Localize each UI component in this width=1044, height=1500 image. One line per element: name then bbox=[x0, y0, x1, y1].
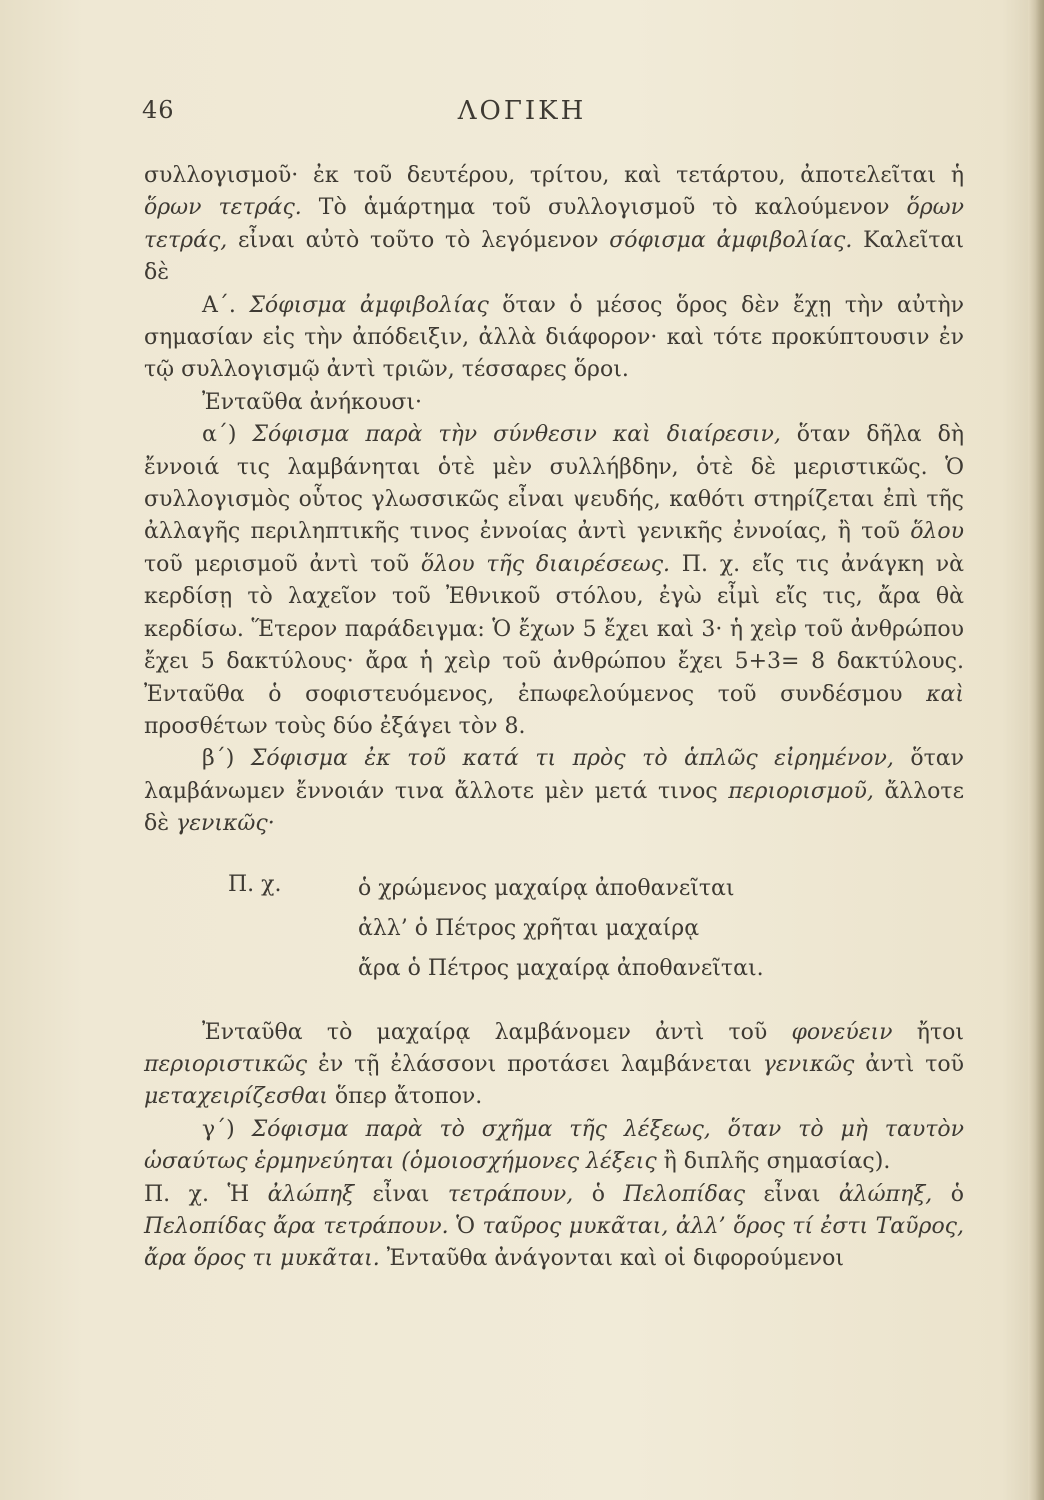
italic-phrase: ὅρων τετράς, bbox=[144, 195, 964, 253]
running-head bbox=[0, 96, 1044, 136]
italic-phrase: ὅρος τί ἐστι Ταῦρος, ἄρα ὅρος τι μυκᾶται. bbox=[144, 1213, 964, 1272]
italic-phrase: Πελοπίδας ἄρα τετράπουν. bbox=[144, 1213, 449, 1239]
body-paragraph-1: συλλογισμοῦ· ἐκ τοῦ δευτέρου, τρίτου, καὶ τετάρτου, ἀποτελεῖται ἡ ὅρων τετράς. Τὸ ἁμάρτημα τοῦ συλλογισμοῦ τὸ καλούμενον ὅρων τετράς, εἶναι αὐτὸ τοῦτο τὸ λεγόμενον σόφισμα ἀμφιβολίας. Καλεῖται δὲ bbox=[144, 163, 964, 286]
italic-phrase: Σόφισμα ἐκ τοῦ κατά τι πρὸς τὸ ἁπλῶς εἰρημένον, bbox=[250, 746, 894, 772]
italic-phrase: ὅλου bbox=[910, 519, 964, 545]
italic-phrase: περιοριστικῶς bbox=[144, 1051, 308, 1077]
example-label: Π. χ. bbox=[228, 871, 282, 897]
paragraphs-after-example bbox=[144, 1017, 964, 1276]
page-number: 46 bbox=[142, 96, 175, 124]
example-lines bbox=[358, 869, 918, 989]
italic-phrase: φονεύειν bbox=[791, 1019, 893, 1045]
italic-phrase: Σόφισμα παρὰ τὸ σχῆμα τῆς λέξεως, bbox=[251, 1116, 711, 1142]
italic-phrase: ἀλώπηξ, bbox=[838, 1181, 933, 1207]
example-line-minor-premise: ἀλλ’ ὁ Πέτρος χρῆται μαχαίρᾳ bbox=[358, 915, 700, 941]
italic-phrase: καὶ bbox=[926, 681, 964, 707]
paragraphs-before-example bbox=[144, 160, 964, 841]
example-line-conclusion: ἄρα ὁ Πέτρος μαχαίρᾳ ἀποθανεῖται. bbox=[358, 955, 764, 981]
body-paragraph-5: β΄) Σόφισμα ἐκ τοῦ κατά τι πρὸς τὸ ἁπλῶς εἰρημένον, ὅταν λαμβάνωμεν ἔννοιάν τινα ἄλλοτε μὲν μετά τινος περιορισμοῦ, ἄλλοτε δὲ γενικῶς· bbox=[144, 746, 965, 837]
italic-phrase: ἀλώπηξ bbox=[267, 1181, 355, 1207]
italic-phrase: τετράπουν, bbox=[447, 1181, 574, 1207]
syllogism-example bbox=[144, 869, 964, 989]
closing-paragraph-2: γ΄) Σόφισμα παρὰ τὸ σχῆμα τῆς λέξεως, ὅταν τὸ μὴ ταυτὸν ὡσαύτως ἑρμηνεύηται (ὁμοιοσχήμονες λέξεις ἢ διπλῆς σημασίας). bbox=[144, 1116, 964, 1175]
closing-paragraph-3: Π. χ. Ἡ ἀλώπηξ εἶναι τετράπουν, ὁ Πελοπίδας εἶναι ἀλώπηξ, ὁ Πελοπίδας ἄρα τετράπουν. Ὁ ταῦρος μυκᾶται, ἀλλ’ ὅρος τί ἐστι Ταῦρος, ἄρα ὅρος τι μυκᾶται. Ἐνταῦθα ἀνάγονται καὶ οἱ διφορούμενοι bbox=[144, 1181, 964, 1272]
italic-phrase: Πελοπίδας bbox=[623, 1181, 746, 1207]
italic-phrase: ὅταν τὸ μὴ ταυτὸν ὡσαύτως ἑρμηνεύηται (ὁμοιοσχήμονες λέξεις bbox=[144, 1116, 964, 1175]
page-edge-shadow bbox=[1028, 0, 1044, 1500]
italic-phrase: μεταχειρίζεσθαι bbox=[144, 1084, 328, 1110]
italic-phrase: ταῦρος μυκᾶται, ἀλλ’ bbox=[482, 1213, 726, 1239]
italic-phrase: Σόφισμα ἀμφιβολίας bbox=[249, 292, 489, 318]
body-paragraph-3: Ἐνταῦθα ἀνήκουσι· bbox=[202, 389, 423, 415]
body-paragraph-4: α΄) Σόφισμα παρὰ τὴν σύνθεσιν καὶ διαίρεσιν, ὅταν δῆλα δὴ ἔννοιά τις λαμβάνηται ὁτὲ μὲν συλλήβδην, ὁτὲ δὲ μεριστικῶς. Ὁ συλλογισμὸς οὗτος γλωσσικῶς εἶναι ψευδής, καθότι στηρίζεται ἐπὶ τῆς ἀλλαγῆς περιληπτικῆς τινος ἐννοίας ἀντὶ γενικῆς ἐννοίας, ἢ τοῦ ὅλου τοῦ μερισμοῦ ἀντὶ τοῦ ὅλου τῆς διαιρέσεως. Π. χ. εἴς τις ἀνάγκη νὰ κερδίσῃ τὸ λαχεῖον τοῦ Ἐθνικοῦ στόλου, ἐγὼ εἶμὶ εἴς τις, ἄρα θὰ κερδίσω. Ἕτερον παράδειγμα: Ὁ ἔχων 5 ἔχει καὶ 3· ἡ χεὶρ τοῦ ἀνθρώπου ἔχει 5 δακτύλους· ἄρα ἡ χεὶρ τοῦ ἀνθρώπου ἔχει 5+3= 8 δακτύλους. Ἐνταῦθα ὁ σοφιστευόμενος, ἐπωφελούμενος τοῦ συνδέσμου καὶ προσθέτων τοὺς δύο ἐξάγει τὸν 8. bbox=[144, 422, 964, 739]
italic-phrase: ὅλου τῆς διαιρέσεως. bbox=[420, 551, 671, 577]
italic-phrase: ὅρων τετράς. bbox=[144, 195, 302, 221]
italic-phrase: σόφισμα ἀμφιβολίας. bbox=[609, 227, 853, 253]
closing-paragraph-1: Ἐνταῦθα τὸ μαχαίρᾳ λαμβάνομεν ἀντὶ τοῦ φονεύειν ἤτοι περιοριστικῶς ἐν τῇ ἐλάσσονι προτάσει λαμβάνεται γενικῶς ἀντὶ τοῦ μεταχειρίζεσθαι ὅπερ ἄτοπον. bbox=[144, 1019, 964, 1110]
italic-phrase: γενικῶς· bbox=[176, 811, 275, 837]
page-title: ΛΟΓΙΚΗ bbox=[457, 96, 587, 126]
italic-phrase: Σόφισμα παρὰ τὴν σύνθεσιν καὶ διαίρεσιν, bbox=[252, 422, 781, 448]
example-line-major-premise: ὁ χρώμενος μαχαίρᾳ ἀποθανεῖται bbox=[358, 875, 735, 901]
italic-phrase: περιορισμοῦ, bbox=[728, 778, 874, 804]
body-paragraph-2: Α΄. Σόφισμα ἀμφιβολίας ὅταν ὁ μέσος ὅρος δὲν ἔχῃ τὴν αὐτὴν σημασίαν εἰς τὴν ἀπόδειξιν, ἀλλὰ διάφορον· καὶ τότε προκύπτουσιν ἐν τῷ συλλογισμῷ ἀντὶ τριῶν, τέσσαρες ὅροι. bbox=[144, 292, 965, 383]
italic-phrase: γενικῶς bbox=[762, 1051, 855, 1077]
body-text bbox=[144, 160, 964, 1276]
